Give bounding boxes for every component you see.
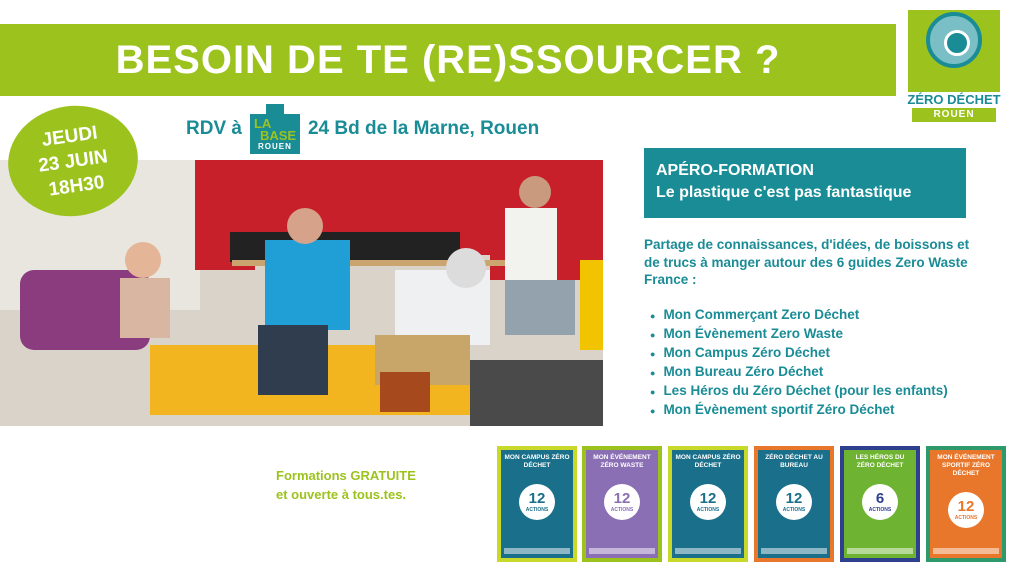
cover-title: LES HÉROS DU ZÉRO DÉCHET — [855, 454, 905, 469]
cover-actions: ACTIONS — [782, 507, 806, 513]
free-note — [276, 466, 476, 504]
date-day: JEUDI — [40, 121, 99, 151]
cover-badge — [862, 484, 898, 520]
cover-actions: ACTIONS — [696, 507, 720, 513]
guide-cover-sportif — [926, 446, 1006, 562]
cover-footer — [504, 548, 570, 554]
cover-title: MON CAMPUS ZÉRO DÉCHET — [675, 454, 741, 469]
guide-name: Les Héros du Zéro Déchet (pour les enfants) — [663, 383, 948, 398]
guide-name: Mon Bureau Zéro Déchet — [663, 364, 824, 379]
guide-cover-heros — [840, 446, 920, 562]
event-description: Partage de connaissances, d'idées, de boissons et de trucs à manger autour des 6 guides Zero Waste France : — [644, 237, 970, 287]
cover-footer — [933, 548, 999, 554]
list-item — [650, 344, 990, 363]
cover-number: 12 — [613, 490, 631, 507]
guide-name: Mon Évènement sportif Zéro Déchet — [663, 402, 895, 417]
guide-name: Mon Commerçant Zero Déchet — [663, 307, 860, 322]
la-base-logo-line1: LA — [253, 116, 272, 131]
guide-name: Mon Campus Zéro Déchet — [663, 345, 830, 360]
cover-title: MON CAMPUS ZÉRO DÉCHET — [504, 454, 570, 469]
free-note-line1: Formations GRATUITE — [276, 468, 416, 483]
venue-prefix: RDV à — [186, 118, 242, 139]
cover-footer — [675, 548, 741, 554]
venue-address: 24 Bd de la Marne, Rouen — [307, 118, 540, 139]
page-title: BESOIN DE TE (RE)SSOURCER ? — [115, 37, 781, 82]
cover-actions: ACTIONS — [868, 507, 892, 513]
cover-badge — [776, 484, 812, 520]
list-item — [650, 401, 990, 420]
cover-badge — [519, 484, 555, 520]
guide-name: Mon Évènement Zero Waste — [663, 326, 843, 341]
cover-actions: ACTIONS — [954, 515, 978, 521]
event-type: APÉRO-FORMATION — [656, 162, 814, 179]
bullet-icon: ● — [650, 311, 656, 321]
list-item — [650, 306, 990, 325]
la-base-logo — [250, 104, 300, 154]
date-date: 23 JUIN — [37, 145, 109, 177]
bullet-icon: ● — [650, 349, 656, 359]
cover-title: ZÉRO DÉCHET AU BUREAU — [765, 454, 823, 469]
cover-badge — [948, 492, 984, 528]
cover-actions: ACTIONS — [610, 507, 634, 513]
free-note-line2: et ouverte à tous.tes. — [276, 487, 407, 502]
event-title: Le plastique c'est pas fantastique — [656, 184, 912, 201]
cover-title: MON ÉVÉNEMENT SPORTIF ZÉRO DÉCHET — [937, 454, 995, 477]
cover-footer — [761, 548, 827, 554]
bullet-icon: ● — [650, 368, 656, 378]
cover-footer — [589, 548, 655, 554]
logo-name: ZÉRO DÉCHET — [907, 92, 1001, 107]
cover-footer — [847, 548, 913, 554]
la-base-logo-line2: BASE — [259, 128, 297, 143]
event-title-box — [644, 148, 966, 218]
logo-emblem-icon — [926, 12, 982, 68]
bullet-icon: ● — [650, 387, 656, 397]
cover-badge — [690, 484, 726, 520]
cover-badge — [604, 484, 640, 520]
cover-number: 12 — [699, 490, 717, 507]
cover-actions: ACTIONS — [525, 507, 549, 513]
la-base-logo-city: ROUEN — [257, 142, 292, 151]
list-item — [650, 382, 990, 401]
bullet-icon: ● — [650, 330, 656, 340]
cover-title: MON ÉVÉNEMENT ZÉRO WASTE — [593, 454, 651, 469]
cover-number: 12 — [785, 490, 803, 507]
cover-number: 6 — [875, 490, 885, 507]
guide-cover-evenement — [582, 446, 662, 562]
guide-cover-bureau — [754, 446, 834, 562]
list-item — [650, 363, 990, 382]
guides-list — [650, 306, 990, 420]
venue-line — [186, 104, 539, 154]
list-item — [650, 325, 990, 344]
zero-dechet-rouen-logo — [904, 2, 1004, 122]
cover-number: 12 — [528, 490, 546, 507]
bullet-icon: ● — [650, 406, 656, 416]
logo-city: ROUEN — [912, 108, 996, 122]
date-time: 18H30 — [47, 171, 106, 201]
guide-cover-campus — [497, 446, 577, 562]
guide-cover-campus-2 — [668, 446, 748, 562]
cover-number: 12 — [957, 498, 975, 515]
